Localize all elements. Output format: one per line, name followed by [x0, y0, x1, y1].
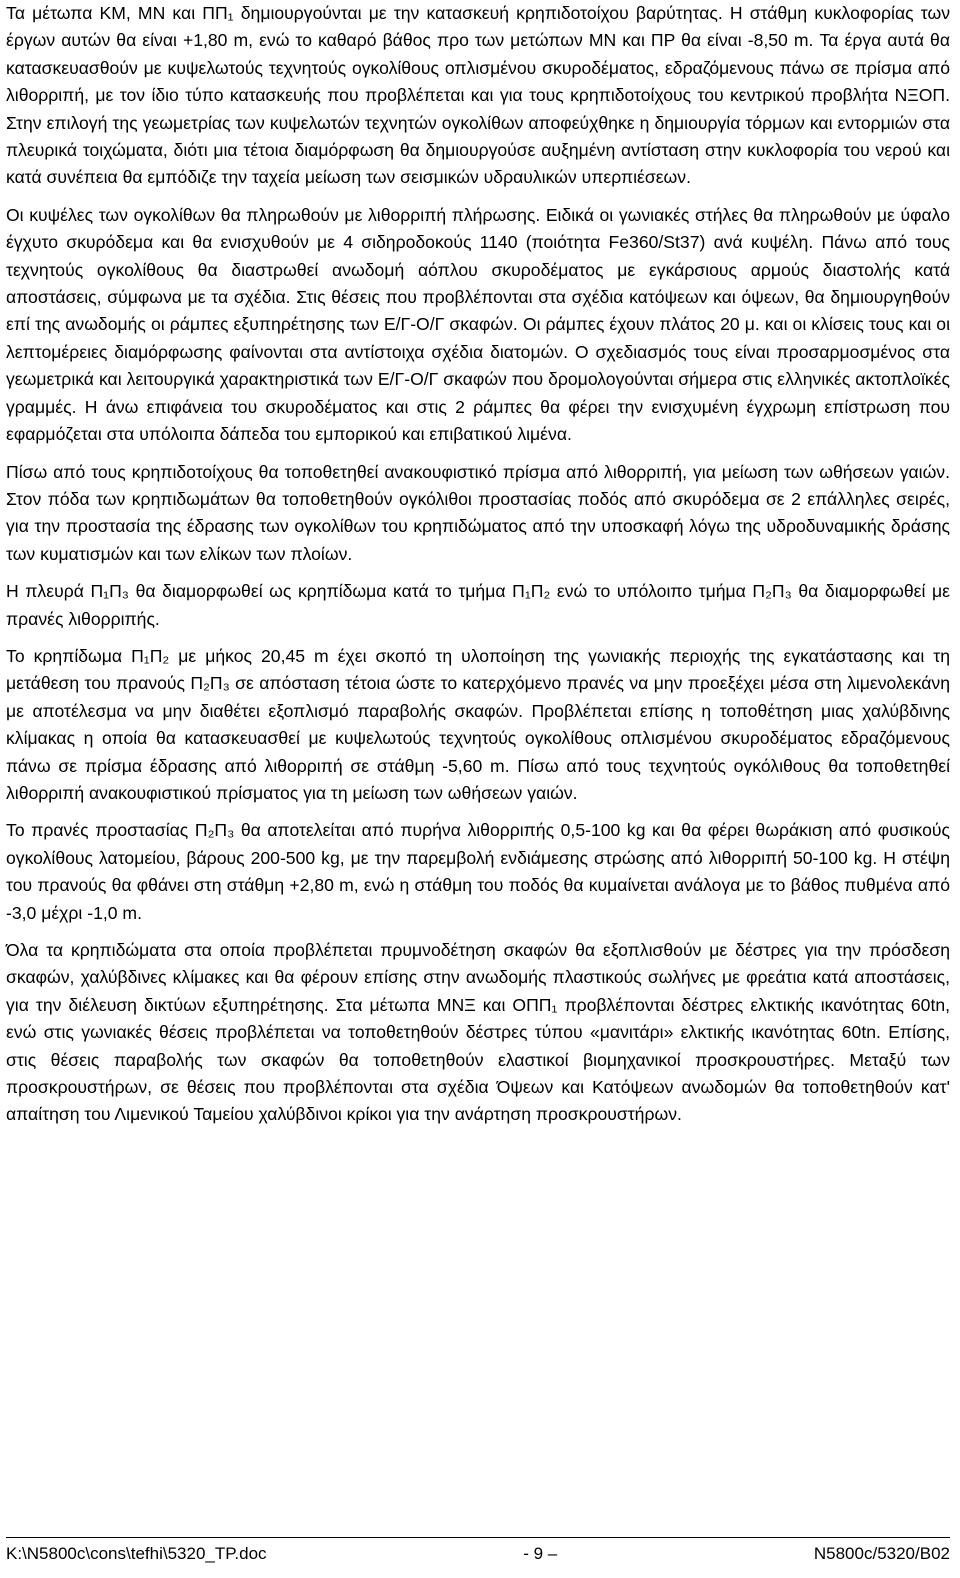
paragraph-2: Οι κυψέλες των ογκολίθων θα πληρωθούν με λιθορριπή πλήρωσης. Ειδικά οι γωνιακές στήλες θα πληρωθούν με ύφαλο έγχυτο σκυρόδεμα και θα ενισχυθούν με 4 σιδηροδοκούς 1140 (ποιότητα Fe360/St37) ανά κυψέλη. Πάνω από τους τεχνητούς ογκολίθους θα διαστρωθεί ανωδομή αόπλου σκυροδέματος με εγκάρσιους αρμούς διαστολής κατά αποστάσεις, σύμφωνα με τα σχέδια. Στις θέσεις που προβλέπονται στα σχέδια κατόψεων και όψεων, θα δημιουργηθούν επί της ανωδομής οι ράμπες εξυπηρέτησης των Ε/Γ-Ο/Γ σκαφών. Οι ράμπες έχουν πλάτος 20 μ. και οι κλίσεις τους και οι λεπτομέρειες διαμόρφωσης φαίνονται στα αντίστοιχα σχέδια διατομών. Ο σχεδιασμός τους είναι προσαρμοσμένος στα γεωμετρικά και λειτουργικά χαρακτηριστικά των Ε/Γ-Ο/Γ σκαφών που δρομολογούνται σήμερα στις ελληνικές ακτοπλοϊκές γραμμές. Η άνω επιφάνεια του σκυροδέματος και στις 2 ράμπες θα φέρει την ενισχυμένη έγχρωμη επίστρωση που εφαρμόζεται στα υπόλοιπα δάπεδα του εμπορικού και επιβατικού λιμένα. [6, 204, 950, 445]
paragraph-1: Τα μέτωπα ΚΜ, ΜΝ και ΠΠ₁ δημιουργούνται με την κατασκευή κρηπιδοτοίχου βαρύτητας. Η στάθμη κυκλοφορίας των έργων αυτών θα είναι +1,80 m, ενώ το καθαρό βάθος προ των μετώπων ΜΝ και ΠΡ θα είναι -8,50 m. Τα έργα αυτά θα κατασκευασθούν με κυψελωτούς τεχνητούς ογκολίθους οπλισμένου σκυροδέματος, εδραζόμενους πάνω σε πρίσμα από λιθορριπή, με τον ίδιο τύπο κατασκευής που προβλέπεται και για τους κρηπιδοτοίχους του κεντρικού προβλήτα ΝΞΟΠ. Στην επιλογή της γεωμετρίας των κυψελωτών τεχνητών ογκολίθων αποφεύχθηκε η δημιουργία τόρμων και εντορμιών στα πλευρικά τοιχώματα, διότι μια τέτοια διαμόρφωση θα δημιουργούσε αυξημένη αντίσταση στην κυκλοφορία του νερού και κατά συνέπεια θα εμπόδιζε την ταχεία μείωση των σεισμικών υδραυλικών υπερπιέσεων. [6, 3, 950, 188]
document-body [6, 0, 950, 1129]
paragraph-6: Το πρανές προστασίας Π₂Π₃ θα αποτελείται από πυρήνα λιθορριπής 0,5-100 kg και θα φέρει θωράκιση από φυσικούς ογκολίθους λατομείου, βάρους 200-500 kg, με την παρεμβολή ενδιάμεσης στρώσης από λιθορριπή 50-100 kg. Η στέψη του πρανούς θα φθάνει στη στάθμη +2,80 m, ενώ η στάθμη του ποδός θα κυμαίνεται ανάλογα με το βάθος πυθμένα από -3,0 μέχρι -1,0 m. [6, 820, 950, 923]
page-footer [6, 1537, 950, 1567]
paragraph-4: Η πλευρά Π₁Π₃ θα διαμορφωθεί ως κρηπίδωμα κατά το τμήμα Π₁Π₂ ενώ το υπόλοιπο τμήμα Π₂Π₃ θα διαμορφωθεί με πρανές λιθορριπής. [6, 581, 950, 629]
footer-file-path: K:\N5800c\cons\tefhi\5320_TP.doc [6, 1544, 267, 1563]
footer-doc-code: N5800c/5320/B02 [813, 1544, 950, 1563]
footer-page-number: - 9 – [523, 1544, 558, 1563]
paragraph-5: Το κρηπίδωμα Π₁Π₂ με μήκος 20,45 m έχει σκοπό τη υλοποίηση της γωνιακής περιοχής της εγκατάστασης και τη μετάθεση του πρανούς Π₂Π₃ σε απόσταση τέτοια ώστε το κατερχόμενο πρανές να μην προεξέχει μέσα στη λιμενολεκάνη με αποτέλεσμα να μην διαθέτει εξοπλισμό παραβολής σκαφών. Προβλέπεται επίσης η τοποθέτηση μιας χαλύβδινης κλίμακας η οποία θα κατασκευασθεί με κυψελωτούς τεχνητούς ογκολίθους οπλισμένου σκυροδέματος εδραζόμενους πάνω σε πρίσμα έδρασης από λιθορριπή σε στάθμη -5,60 m. Πίσω από τους τεχνητούς ογκόλιθους θα τοποθετηθεί λιθορριπή ανακουφιστικού πρίσματος για τη μείωση των ωθήσεων γαιών. [6, 645, 950, 803]
paragraph-7: Όλα τα κρηπιδώματα στα οποία προβλέπεται πρυμνοδέτηση σκαφών θα εξοπλισθούν με δέστρες για την πρόσδεση σκαφών, χαλύβδινες κλίμακες και θα φέρουν επίσης στην ανωδομής πλαστικούς σωλήνες με φρεάτια κατά αποστάσεις, για την διέλευση δικτύων εξυπηρέτησης. Στα μέτωπα ΜΝΞ και ΟΠΠ₁ προβλέπονται δέστρες ελκτικής ικανότητας 60tn, ενώ στις γωνιακές θέσεις προβλέπεται να τοποθετηθούν δέστρες τύπου «μανιτάρι» ελκτικής ικανότητας 60tn. Επίσης, στις θέσεις παραβολής των σκαφών θα τοποθετηθούν ελαστικοί βιομηχανικοί προσκρουστήρες. Μεταξύ των προσκρουστήρων, σε θέσεις που προβλέπονται στα σχέδια Όψεων και Κατόψεων ανωδομών θα τοποθετηθούν κατ' απαίτηση του Λιμενικού Ταμείου χαλύβδινοι κρίκοι για την ανάρτηση προσκρουστήρων. [6, 940, 950, 1125]
paragraph-3: Πίσω από τους κρηπιδοτοίχους θα τοποθετηθεί ανακουφιστικό πρίσμα από λιθορριπή, για μείωση των ωθήσεων γαιών. Στον πόδα των κρηπιδωμάτων θα τοποθετηθούν ογκόλιθοι προστασίας ποδός από σκυρόδεμα σε 2 επάλληλες σειρές, για την προστασία της έδρασης των ογκολίθων του κρηπιδώματος από την υποσκαφή λόγω της υδροδυναμικής δράσης των κυματισμών και των ελίκων των πλοίων. [6, 461, 950, 564]
